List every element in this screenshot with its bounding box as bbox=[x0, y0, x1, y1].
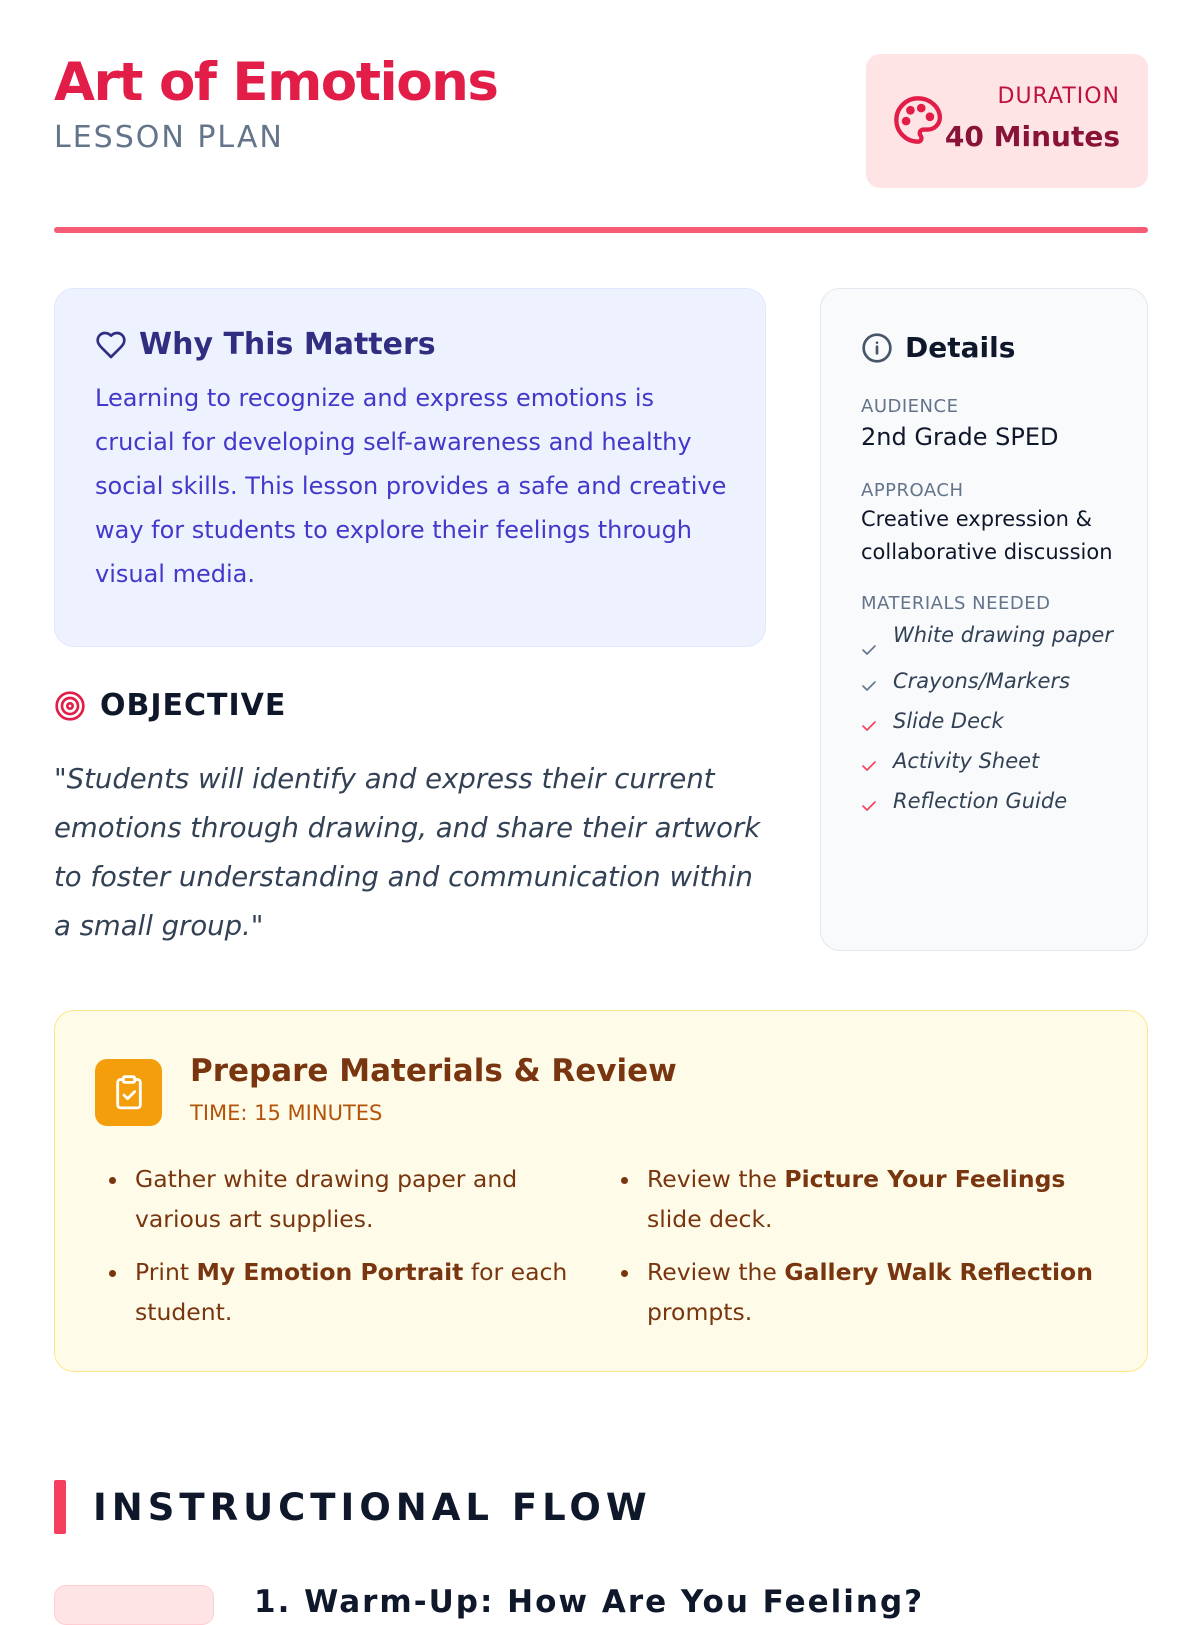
material-label: White drawing paper bbox=[893, 623, 1113, 647]
header-divider bbox=[54, 227, 1148, 233]
material-label: Slide Deck bbox=[893, 709, 1004, 733]
material-label: Reflection Guide bbox=[893, 789, 1068, 813]
page-title: Art of Emotions bbox=[54, 52, 498, 113]
material-label: Activity Sheet bbox=[893, 749, 1040, 773]
material-label: Crayons/Markers bbox=[893, 669, 1071, 693]
details-card bbox=[820, 288, 1148, 951]
material-item bbox=[861, 744, 1121, 778]
audience-value: 2nd Grade SPED bbox=[861, 423, 1059, 451]
instructional-flow-heading bbox=[54, 1480, 652, 1534]
why-title: Why This Matters bbox=[139, 327, 436, 362]
check-icon bbox=[861, 758, 877, 774]
prep-item: Print My Emotion Portrait for each student. bbox=[107, 1252, 577, 1332]
duration-badge bbox=[866, 54, 1148, 188]
prep-time: TIME: 15 MINUTES bbox=[190, 1101, 383, 1125]
clipboard-check-icon bbox=[112, 1074, 146, 1112]
flow-title: INSTRUCTIONAL FLOW bbox=[93, 1485, 652, 1529]
prep-item: Gather white drawing paper and various art supplies. bbox=[107, 1159, 577, 1239]
approach-value: Creative expression & collaborative discussion bbox=[861, 507, 1113, 564]
audience-label: AUDIENCE bbox=[861, 396, 959, 417]
flow-accent-bar bbox=[54, 1480, 66, 1534]
palette-icon bbox=[892, 94, 944, 146]
prep-icon-tile bbox=[95, 1059, 162, 1126]
check-icon bbox=[861, 718, 877, 734]
material-item bbox=[861, 664, 1121, 698]
duration-label: DURATION bbox=[997, 84, 1120, 109]
details-title: Details bbox=[905, 331, 1016, 364]
prep-item: Review the Picture Your Feelings slide deck. bbox=[619, 1159, 1119, 1239]
why-this-matters-card bbox=[54, 288, 766, 647]
step-title: 1. Warm-Up: How Are You Feeling? bbox=[254, 1584, 925, 1620]
objective-quote: "Students will identify and express their current emotions through drawing, and share their artwork to foster understanding and communication within a small group." bbox=[54, 763, 761, 942]
page-subtitle: LESSON PLAN bbox=[54, 120, 284, 155]
objective-title: OBJECTIVE bbox=[100, 688, 287, 723]
heart-icon bbox=[95, 329, 127, 361]
step-time-badge bbox=[54, 1585, 214, 1625]
check-icon bbox=[861, 798, 877, 814]
materials-label: MATERIALS NEEDED bbox=[861, 593, 1051, 614]
objective-section bbox=[54, 688, 766, 951]
prep-list-right bbox=[619, 1159, 1119, 1345]
material-item bbox=[861, 784, 1121, 818]
prep-item: Review the Gallery Walk Reflection prompts. bbox=[619, 1252, 1119, 1332]
duration-value: 40 Minutes bbox=[944, 120, 1120, 153]
approach-label: APPROACH bbox=[861, 480, 964, 501]
material-item bbox=[861, 618, 1121, 658]
prep-title: Prepare Materials & Review bbox=[190, 1053, 677, 1089]
lesson-header bbox=[54, 52, 1148, 192]
target-icon bbox=[54, 690, 86, 722]
material-item bbox=[861, 704, 1121, 738]
materials-list bbox=[861, 618, 1121, 818]
check-icon bbox=[861, 678, 877, 694]
info-icon bbox=[861, 332, 893, 364]
prepare-materials-card bbox=[54, 1010, 1148, 1372]
check-icon bbox=[861, 642, 877, 658]
why-text: Learning to recognize and express emotions is crucial for developing self-awareness and healthy social skills. This lesson provides a safe and creative way for students to explore their feelings through visual media. bbox=[95, 384, 727, 588]
prep-list-left bbox=[107, 1159, 577, 1345]
